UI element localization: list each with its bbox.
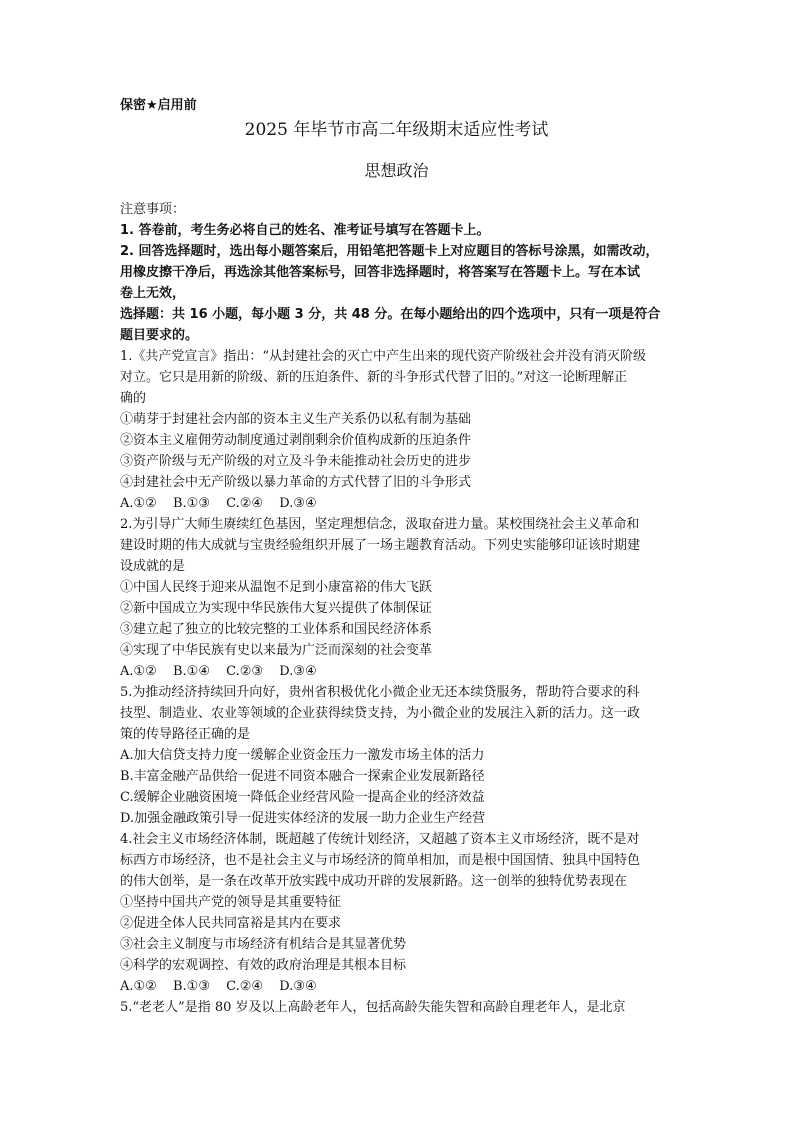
question-4-statement-4: ④科学的宏观调控、有效的政府治理是其根本目标: [120, 958, 407, 973]
question-4-options: [120, 979, 680, 995]
question-1-line-2: 对立。它只是用新的阶级、新的压迫条件、新的斗争形式代替了旧的。”对这一论断理解正: [120, 370, 628, 385]
question-2-option-d: D.③④: [279, 664, 317, 679]
question-2-line-2: 建设时期的伟大成就与宝贵经验组织开展了一场主题教育活动。下列史实能够印证该时期建: [120, 538, 641, 553]
question-2-option-b: B.①④: [172, 664, 210, 679]
question-1-line-1: 1.《共产党宣言》指出：“从封建社会的灭亡中产生出来的现代资产阶级社会并没有消灭阶级: [120, 349, 647, 364]
question-4-line-1: 4.社会主义市场经济体制，既超越了传统计划经济，又超越了资本主义市场经济，既不是对: [120, 832, 640, 847]
notice-item-2-line-3: 卷上无效，: [120, 286, 186, 301]
question-4-option-d: D.③④: [279, 979, 317, 994]
notice-item-2-line-2: 用橡皮擦干净后，再选涂其他答案标号，回答非选择题时，将答案写在答题卡上。写在本试: [120, 265, 641, 280]
subject-title: 思想政治: [364, 161, 429, 180]
question-2-options: [120, 664, 680, 680]
question-3-line-2: 技型、制造业、农业等领域的企业获得续贷支持，为小微企业的发展注入新的活力。这一政: [120, 706, 641, 721]
question-2-option-c: C.②③: [226, 664, 264, 679]
notice-item-1: 1. 答卷前，考生务必将自己的姓名、准考证号填写在答题卡上。: [120, 223, 490, 238]
question-1-option-a: A.①②: [120, 496, 157, 511]
question-4-line-2: 标西方市场经济，也不是社会主义与市场经济的简单相加，而是根中国国情、独具中国特色: [120, 853, 641, 868]
question-3-option-c: C.缓解企业融资困境一降低企业经营风险一提高企业的经济效益: [120, 790, 485, 805]
notice-item-2-line-1: 2. 回答选择题时，选出每小题答案后，用铅笔把答题卡上对应题目的答标号涂黑，如需改动，: [120, 244, 659, 259]
question-1-statement-3: ③资产阶级与无产阶级的对立及斗争未能推动社会历史的进步: [120, 454, 472, 469]
exam-title: 2025 年毕节市高二年级期末适应性考试: [244, 120, 549, 140]
question-2-statement-2: ②新中国成立为实现中华民族伟大复兴提供了体制保证: [120, 601, 433, 616]
question-3-option-a: A.加大信贷支持力度一缓解企业资金压力一激发市场主体的活力: [120, 748, 485, 763]
notice-heading: 注意事项：: [120, 202, 186, 217]
question-4-option-a: A.①②: [120, 979, 157, 994]
question-1-option-b: B.①③: [172, 496, 210, 511]
question-1-statement-1: ①萌芽于封建社会内部的资本主义生产关系仍以私有制为基础: [120, 412, 472, 427]
question-3-line-3: 策的传导路径正确的是: [120, 727, 251, 742]
question-2-statement-4: ④实现了中华民族有史以来最为广泛而深刻的社会变革: [120, 643, 433, 658]
section-instructions-line-2: 题目要求的。: [120, 328, 199, 343]
question-2-statement-3: ③建立起了独立的比较完整的工业体系和国民经济体系: [120, 622, 433, 637]
question-2-line-1: 2.为引导广大师生赓续红色基因，坚定理想信念，汲取奋进力量。某校围绕社会主义革命和: [120, 517, 640, 532]
question-2-option-a: A.①②: [120, 664, 157, 679]
question-4-statement-2: ②促进全体人民共同富裕是其内在要求: [120, 916, 342, 931]
question-3-option-b: B.丰富金融产品供给一促进不同资本融合一探索企业发展新路径: [120, 769, 485, 784]
question-4-statement-1: ①坚持中国共产党的领导是其重要特征: [120, 895, 342, 910]
question-1-statement-2: ②资本主义雇佣劳动制度通过剥削剩余价值构成新的压迫条件: [120, 433, 472, 448]
question-1-option-d: D.③④: [279, 496, 317, 511]
question-3-line-1: 5.为推动经济持续回升向好，贵州省积极优化小微企业无还本续贷服务，帮助符合要求的科: [120, 685, 640, 700]
question-4-option-c: C.②④: [226, 979, 264, 994]
question-1-statement-4: ④封建社会中无产阶级以暴力革命的方式代替了旧的斗争形式: [120, 475, 472, 490]
secret-mark: 保密★启用前: [120, 98, 197, 113]
question-3-option-d: D.加强金融政策引导一促进实体经济的发展一助力企业生产经营: [120, 811, 486, 826]
question-4-line-3: 的伟大创举，是一条在改革开放实践中成功开辟的发展新路。这一创举的独特优势表现在: [120, 874, 628, 889]
question-4-statement-3: ③社会主义制度与市场经济有机结合是其显著优势: [120, 937, 407, 952]
question-2-line-3: 设成就的是: [120, 559, 186, 574]
question-1-options: [120, 496, 680, 512]
question-2-statement-1: ①中国人民终于迎来从温饱不足到小康富裕的伟大飞跃: [120, 580, 433, 595]
question-1-line-3: 确的: [120, 391, 147, 406]
question-5-line-1: 5.“老老人”是指 80 岁及以上高龄老年人，包括高龄失能失智和高龄自理老年人，是北京: [120, 1000, 626, 1015]
question-1-option-c: C.②④: [226, 496, 264, 511]
question-4-option-b: B.①③: [172, 979, 210, 994]
section-instructions-line-1: 选择题：共 16 小题，每小题 3 分，共 48 分。在每小题给出的四个选项中，只有一项是符合: [120, 307, 661, 322]
